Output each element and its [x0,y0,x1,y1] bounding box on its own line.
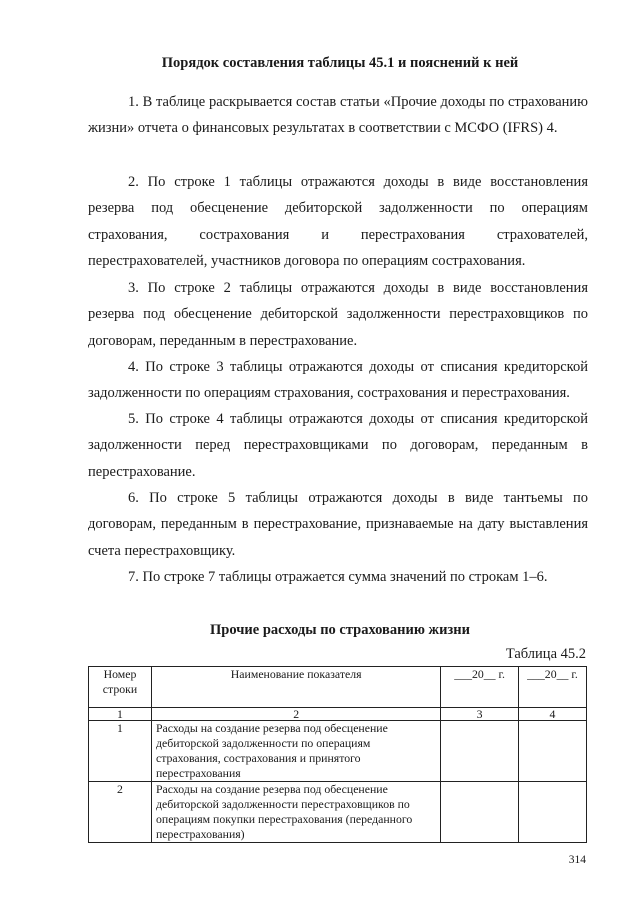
row-indicator-name: Расходы на создание резерва под обесценение дебиторской задолженности перестраховщиков по операциям покупки перестрахования (переданного перестрахования) [151,782,440,843]
paragraph-5: 5. По строке 4 таблицы отражаются доходы от списания кредиторской задолженности перед перестраховщиками по договорам, переданным в перестрахование. [88,411,588,480]
row-year-2-value [518,721,586,782]
paragraph-6: 6. По строке 5 таблицы отражаются доходы в виде тантьемы по договорам, переданным в перестрахование, признаваемые на дату выставления счета перестраховщику. [88,490,588,559]
table-header-row [89,667,587,708]
row-year-1-value [441,721,519,782]
paragraph-2: 2. По строке 1 таблицы отражаются доходы в виде восстановления резерва под обесценение дебиторской задолженности по операциям страхования, сострахования и перестрахования страхователей, перестрахователей, участников договора по операциям сострахования. [88,174,588,269]
column-number: 2 [151,708,440,721]
column-number: 1 [89,708,152,721]
expenses-table [88,666,587,843]
row-year-2-value [518,782,586,843]
row-year-1-value [441,782,519,843]
row-indicator-name: Расходы на создание резерва под обесценение дебиторской задолженности по операциям страхования, сострахования и принятого перестрахования [151,721,440,782]
column-number-row [89,708,587,721]
paragraph-1: 1. В таблице раскрывается состав статьи «Прочие доходы по страхованию жизни» отчета о финансовых результатах в соответствии с МСФО (IFRS) 4. [88,94,588,137]
section-heading: Порядок составления таблицы 45.1 и пояснений к ней [161,55,519,71]
header-year-1: ___20__ г. [441,667,519,708]
paragraph-4: 4. По строке 3 таблицы отражаются доходы от списания кредиторской задолженности по операциям страхования, сострахования и перестрахования. [88,359,588,402]
header-indicator: Наименование показателя [151,667,440,708]
table-heading: Прочие расходы по страхованию жизни [210,622,470,638]
header-year-2: ___20__ г. [518,667,586,708]
table-row [89,721,587,782]
header-row-number: Номер строки [89,667,152,708]
table-caption: Таблица 45.2 [505,646,586,662]
paragraph-3: 3. По строке 2 таблицы отражаются доходы в виде восстановления резерва под обесценение дебиторской задолженности перестраховщиков по договорам, переданным в перестрахование. [88,280,588,349]
row-number: 1 [89,721,152,782]
column-number: 4 [518,708,586,721]
row-number: 2 [89,782,152,843]
paragraph-7: 7. По строке 7 таблицы отражается сумма значений по строкам 1–6. [128,569,548,585]
page-number: 314 [568,854,586,866]
column-number: 3 [441,708,519,721]
table-row [89,782,587,843]
